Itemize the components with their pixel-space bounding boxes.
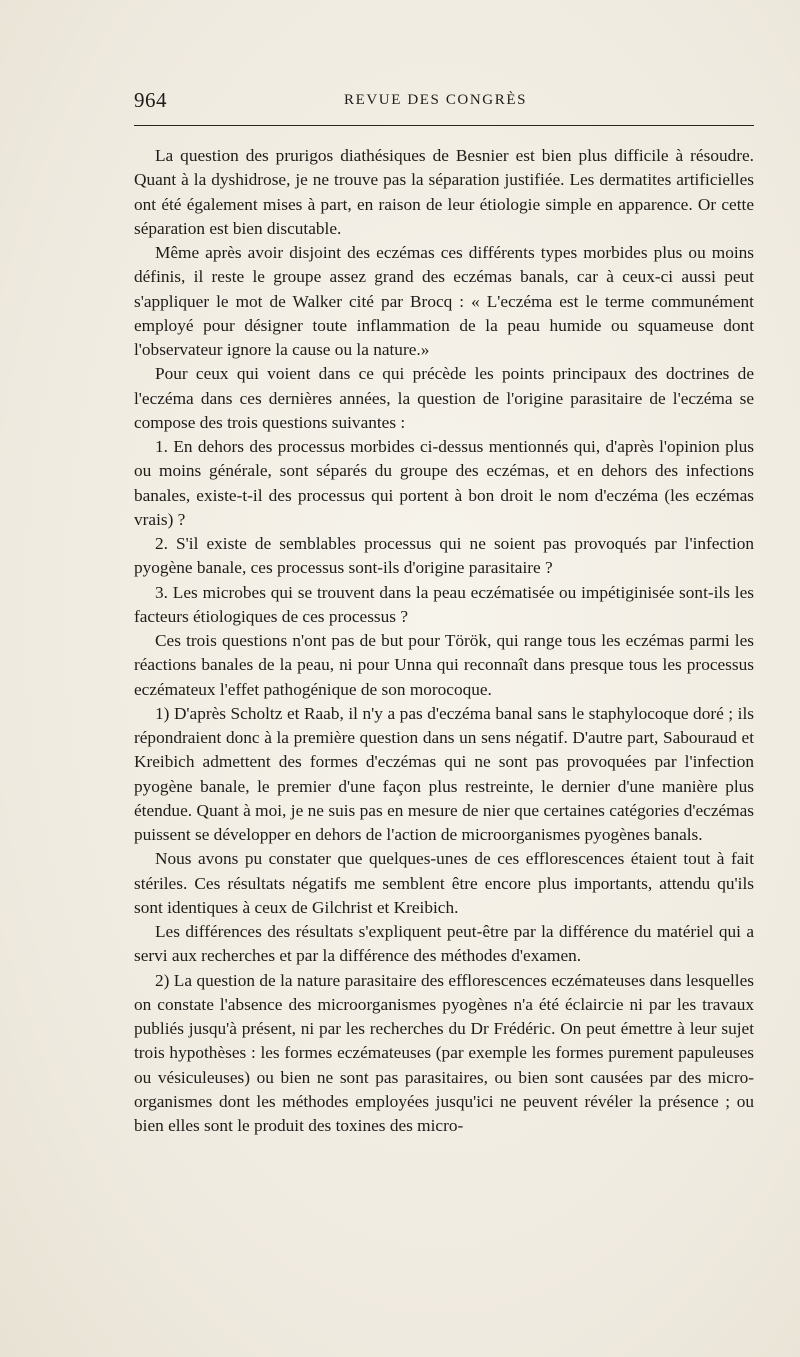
paragraph: Les différences des résultats s'expliquent peut-être par la différence du matériel qui a servi aux recherches et par la différence des méthodes d'examen. <box>134 922 754 966</box>
paragraph: 2) La question de la nature parasitaire des efflorescences eczémateuses dans lesquelles on constate l'absence des microorganismes pyogènes n'a été éclaircie ni par les travaux publiés jusqu'à présent, ni par les recherches du Dr Frédéric. On peut émettre à leur sujet trois hypothèses : les formes eczémateuses (par exemple les formes purement papuleuses ou vésiculeuses) ou bien ne sont pas parasitaires, ou bien sont causées par des micro-organismes dont les méthodes employées jusqu'ici ne peuvent révéler la présence ; ou bien elles sont le produit des toxines des micro- <box>134 970 754 1135</box>
page-header <box>134 88 754 116</box>
paragraph: La question des prurigos diathésiques de Besnier est bien plus difficile à résoudre. Quant à la dyshidrose, je ne trouve pas la séparation justifiée. Les dermatites artificielles ont été également mises à part, en raison de leur étiologie simple en apparence. Or cette séparation est bien discutable. <box>134 146 754 238</box>
paragraph: 1) D'après Scholtz et Raab, il n'y a pas d'eczéma banal sans le staphylocoque doré ; ils répondraient donc à la première question dans un sens négatif. D'autre part, Sabouraud et Kreibich admettent des formes d'eczémas qui ne sont pas provoquées par l'infection pyogène banale, le premier d'une façon plus restreinte, le dernier d'une manière plus étendue. Quant à moi, je ne suis pas en mesure de nier que certaines catégories d'eczémas puissent se développer en dehors de l'action de microorganismes pyogènes banals. <box>134 703 754 844</box>
running-head: REVUE DES CONGRÈS <box>344 92 528 108</box>
header-rule <box>134 125 754 126</box>
body-text <box>134 144 754 1138</box>
paragraph: Nous avons pu constater que quelques-unes de ces efflorescences étaient tout à fait stériles. Ces résultats négatifs me semblent être encore plus importants, attendu qu'ils sont identiques à ceux de Gilchrist et Kreibich. <box>134 849 754 917</box>
paragraph: 2. S'il existe de semblables processus qui ne soient pas provoqués par l'infection pyogène banale, ces processus sont-ils d'origine parasitaire ? <box>134 534 754 578</box>
paragraph: Ces trois questions n'ont pas de but pour Török, qui range tous les eczémas parmi les réactions banales de la peau, ni pour Unna qui reconnaît dans presque tous les processus eczémateux l'effet pathogénique de son morocoque. <box>134 631 754 699</box>
paragraph: 3. Les microbes qui se trouvent dans la peau eczématisée ou impétiginisée sont-ils les facteurs étiologiques de ces processus ? <box>134 582 754 626</box>
page-number: 964 <box>134 88 167 112</box>
paragraph: Pour ceux qui voient dans ce qui précède les points principaux des doctrines de l'eczéma dans ces dernières années, la question de l'origine parasitaire de l'eczéma se compose des trois questions suivantes : <box>134 364 754 432</box>
paragraph: Même après avoir disjoint des eczémas ces différents types morbides plus ou moins définis, il reste le groupe assez grand des eczémas banals, car à ceux-ci aussi peut s'appliquer le mot de Walker cité par Brocq : « L'eczéma est le terme communément employé pour désigner toute inflammation de la peau humide ou squameuse dont l'observateur ignore la cause ou la nature.» <box>134 243 754 359</box>
paragraph: 1. En dehors des processus morbides ci-dessus mentionnés qui, d'après l'opinion plus ou moins générale, sont séparés du groupe des eczémas, et en dehors des infections banales, existe-t-il des processus qui portent à bon droit le nom d'eczéma (les eczémas vrais) ? <box>134 437 754 529</box>
